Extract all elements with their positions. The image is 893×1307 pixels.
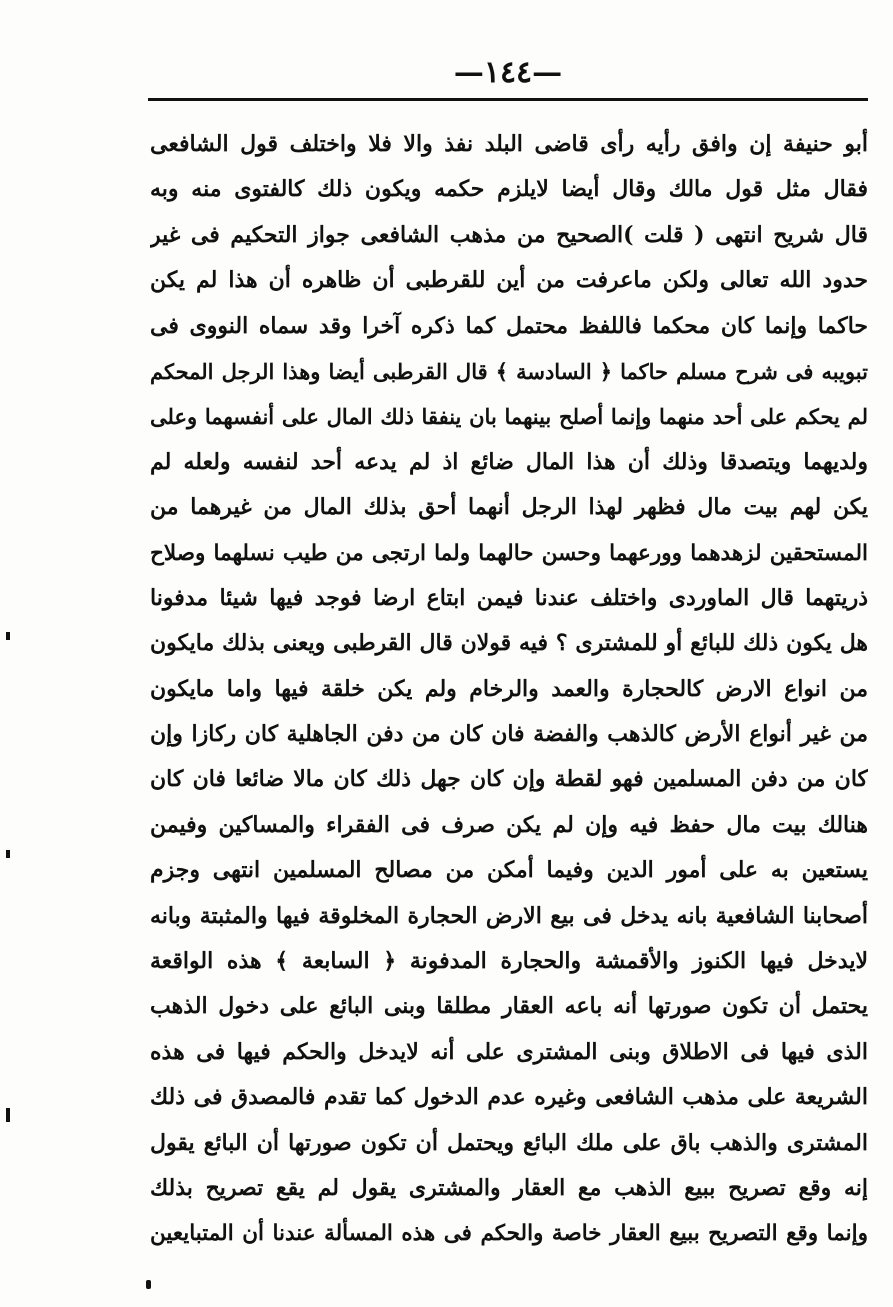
text-line: حدود الله تعالى ولكن ماعرفت من أين للقرطبى أن ظاهره أن هذا لم يكن — [150, 267, 868, 294]
page-number: —١٤٤— — [453, 55, 563, 90]
text-line: أصحابنا الشافعية بانه يدخل فى بيع الارض الحجارة المخلوقة فيها والمثبتة وبانه — [150, 902, 868, 929]
text-line: يحتمل أن تكون صورتها أنه باعه العقار مطلقا وبنى البائع على دخول الذهب — [150, 993, 868, 1020]
text-line: يكن لهم بيت مال فظهر لهذا الرجل أنهما أحق بذلك المال من غيرهما من — [150, 494, 868, 521]
text-line: إنه وقع تصريح ببيع الذهب مع العقار والمشترى يقول لم يقع تصريح بذلك — [150, 1174, 868, 1201]
text-line: أبو حنيفة إن وافق رأيه رأى قاضى البلد نفذ والا فلا واختلف قول الشافعى — [150, 131, 868, 157]
text-line: الشريعة على مذهب الشافعى وغيره عدم الدخول كما تقدم فالمصدق فى ذلك — [150, 1084, 868, 1111]
page-header — [148, 52, 868, 102]
text-line: قال شريح انتهى ( قلت )الصحيح من مذهب الشافعى جواز التحكيم فى غير — [150, 221, 868, 248]
header-rule — [148, 98, 868, 101]
text-line: لايدخل فيها الكنوز والأقمشة والحجارة المدفونة ﴿ السابعة ﴾ هذه الواقعة — [150, 948, 868, 975]
bottom-mark — [146, 1280, 151, 1289]
text-line: المستحقين لزهدهما وورعهما وحسن حالهما ولما ارتجى من طيب نسلهما وصلاح — [150, 540, 868, 566]
text-line: هنالك بيت مال حفظ فيه وإن لم يكن صرف فى الفقراء والمساكين وفيمن — [150, 811, 868, 838]
text-line: من غير أنواع الأرض كالذهب والفضة فان كان من دفن الجاهلية كان ركازا وإن — [150, 721, 868, 748]
text-line: من انواع الارض كالحجارة والعمد والرخام ولم يكن خلقة فيها واما مايكون — [150, 675, 868, 702]
body-text — [150, 122, 868, 1257]
text-line: وإنما وقع التصريح ببيع العقار خاصة والحكم فى هذه المسألة عندنا أن المتبايعين — [150, 1221, 868, 1247]
text-line: هل يكون ذلك للبائع أو للمشترى ؟ فيه قولان قال القرطبى ويعنى بذلك مايكون — [150, 630, 868, 657]
margin-mark — [6, 1108, 10, 1122]
text-line: ولديهما ويتصدقا وذلك أن هذا المال ضائع اذ لم يدعه أحد لنفسه ولعله لم — [150, 448, 868, 475]
text-line: الذى فيها فى الاطلاق وبنى المشترى على أنه لايدخل والحكم فيها فى هذه — [150, 1038, 868, 1065]
text-line: حاكما وإنما كان محكما فاللفظ محتمل كما ذكره آخرا وقد سماه النووى فى — [150, 312, 868, 339]
text-line: لم يحكم على أحد منهما وإنما أصلح بينهما بان ينفقا ذلك المال على أنفسهما وعلى — [150, 404, 868, 430]
text-line: يستعين به على أمور الدين وفيما أمكن من مصالح المسلمين انتهى وجزم — [150, 857, 868, 884]
text-line: المشترى والذهب باق على ملك البائع ويحتمل أن تكون صورتها أن البائع يقول — [150, 1129, 868, 1156]
margin-mark — [6, 632, 10, 640]
text-line: تبويبه فى شرح مسلم حاكما ﴿ السادسة ﴾ قال القرطبى أيضا وهذا الرجل المحكم — [150, 358, 868, 384]
text-line: ذريتهما قال الماوردى واختلف عندنا فيمن ابتاع ارضا فوجد فيها شيئا مدفونا — [150, 584, 868, 611]
margin-mark — [6, 850, 10, 858]
text-line: كان من دفن المسلمين فهو لقطة وإن كان جهل ذلك كان مالا ضائعا فان كان — [150, 766, 868, 793]
text-line: فقال مثل قول مالك وقال أيضا لايلزم حكمه ويكون ذلك كالفتوى منه وبه — [150, 176, 868, 203]
